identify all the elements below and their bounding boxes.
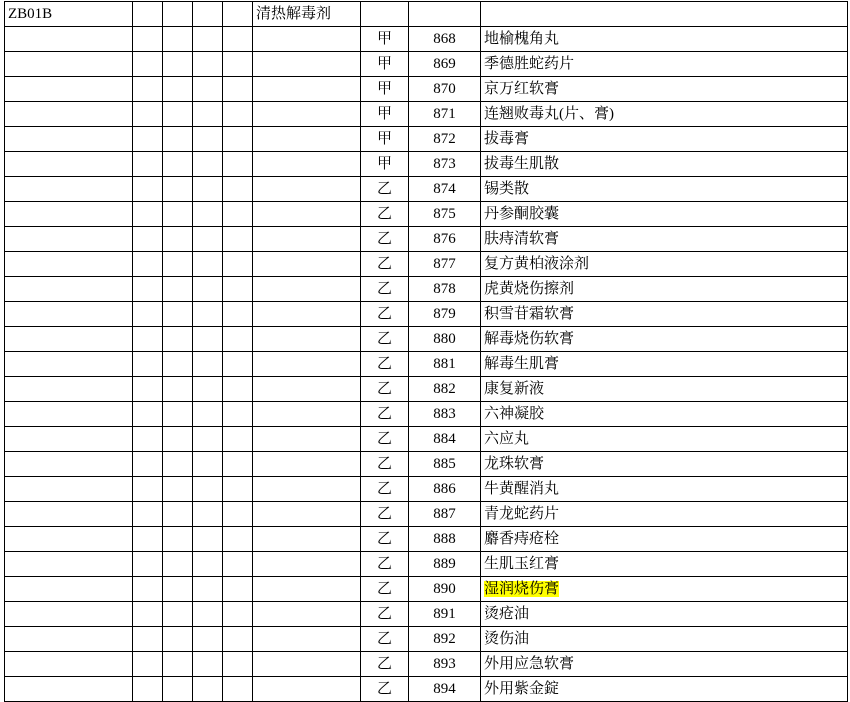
number-cell[interactable]: 888 (409, 527, 481, 552)
category-code-cell[interactable]: ZB01B (5, 2, 133, 27)
drug-name-cell[interactable]: 外用紫金錠 (481, 677, 848, 702)
category-name-cell[interactable] (253, 627, 361, 652)
table-row[interactable] (5, 277, 848, 302)
blank-cell-4[interactable] (193, 452, 223, 477)
blank-cell-1[interactable] (5, 402, 133, 427)
number-cell[interactable]: 891 (409, 602, 481, 627)
blank-cell-2[interactable] (133, 377, 163, 402)
category-name-cell[interactable] (253, 577, 361, 602)
category-name-cell[interactable]: 清热解毒剂 (253, 2, 361, 27)
table-row[interactable] (5, 227, 848, 252)
drug-name-cell[interactable]: 牛黄醒消丸 (481, 477, 848, 502)
blank-cell-4[interactable] (223, 2, 253, 27)
table-row[interactable] (5, 602, 848, 627)
blank-cell-4[interactable] (193, 152, 223, 177)
blank-cell-4[interactable] (193, 202, 223, 227)
number-cell[interactable]: 892 (409, 627, 481, 652)
blank-cell-1[interactable] (5, 27, 133, 52)
drug-name-cell[interactable]: 康复新液 (481, 377, 848, 402)
drug-name-cell[interactable]: 外用应急软膏 (481, 652, 848, 677)
level-cell[interactable]: 乙 (361, 502, 409, 527)
drug-name-cell[interactable]: 烫疮油 (481, 602, 848, 627)
level-cell[interactable]: 乙 (361, 602, 409, 627)
blank-cell-1[interactable] (5, 227, 133, 252)
category-name-cell[interactable] (253, 652, 361, 677)
drug-name-cell[interactable]: 生肌玉红膏 (481, 552, 848, 577)
table-row[interactable] (5, 77, 848, 102)
blank-cell-5[interactable] (223, 377, 253, 402)
blank-cell-4[interactable] (193, 652, 223, 677)
blank-cell-3[interactable] (163, 602, 193, 627)
blank-cell-2[interactable] (133, 52, 163, 77)
blank-cell-5[interactable] (223, 652, 253, 677)
blank-cell-5[interactable] (223, 202, 253, 227)
blank-cell-1[interactable] (5, 152, 133, 177)
blank-cell-2[interactable] (133, 677, 163, 702)
blank-cell-5[interactable] (223, 252, 253, 277)
number-cell[interactable]: 882 (409, 377, 481, 402)
blank-cell-3[interactable] (163, 452, 193, 477)
blank-cell-1[interactable] (5, 77, 133, 102)
blank-cell-1[interactable] (5, 427, 133, 452)
blank-cell-1[interactable] (5, 577, 133, 602)
drug-name-cell[interactable]: 积雪苷霜软膏 (481, 302, 848, 327)
blank-cell-2[interactable] (133, 177, 163, 202)
drug-name-cell[interactable]: 锡类散 (481, 177, 848, 202)
category-name-cell[interactable] (253, 252, 361, 277)
table-row[interactable] (5, 327, 848, 352)
blank-cell-4[interactable] (193, 377, 223, 402)
number-cell[interactable]: 879 (409, 302, 481, 327)
blank-cell-2[interactable] (133, 27, 163, 52)
blank-cell-5[interactable] (223, 302, 253, 327)
table-row[interactable] (5, 302, 848, 327)
level-cell[interactable]: 乙 (361, 377, 409, 402)
level-cell[interactable]: 甲 (361, 127, 409, 152)
blank-cell-1[interactable] (5, 452, 133, 477)
table-body (5, 2, 848, 702)
number-cell[interactable]: 887 (409, 502, 481, 527)
blank-cell-1[interactable] (5, 602, 133, 627)
blank-cell-3[interactable] (163, 502, 193, 527)
blank-cell-5[interactable] (223, 477, 253, 502)
blank-cell-5[interactable] (223, 152, 253, 177)
blank-cell-5[interactable] (223, 102, 253, 127)
category-name-cell[interactable] (253, 452, 361, 477)
drug-name-cell[interactable]: 解毒烧伤软膏 (481, 327, 848, 352)
category-name-cell[interactable] (253, 527, 361, 552)
blank-cell-3[interactable] (163, 202, 193, 227)
blank-cell-4[interactable] (193, 677, 223, 702)
blank-cell-1[interactable] (5, 252, 133, 277)
blank-cell-2[interactable] (163, 2, 193, 27)
table-row[interactable] (5, 27, 848, 52)
level-cell[interactable]: 乙 (361, 202, 409, 227)
blank-cell-2[interactable] (133, 327, 163, 352)
drug-name-cell[interactable]: 复方黄柏液涂剂 (481, 252, 848, 277)
category-name-cell[interactable] (253, 677, 361, 702)
blank-cell-3[interactable] (163, 527, 193, 552)
blank-cell-2[interactable] (133, 402, 163, 427)
level-cell[interactable]: 乙 (361, 627, 409, 652)
blank-cell-5[interactable] (223, 677, 253, 702)
blank-cell-2[interactable] (133, 527, 163, 552)
blank-cell-2[interactable] (133, 127, 163, 152)
level-cell[interactable]: 乙 (361, 677, 409, 702)
drug-name-cell[interactable]: 龙珠软膏 (481, 452, 848, 477)
drug-name-cell[interactable] (481, 2, 848, 27)
blank-cell-3[interactable] (163, 677, 193, 702)
level-cell[interactable]: 乙 (361, 302, 409, 327)
table-row[interactable] (5, 677, 848, 702)
table-row[interactable] (5, 377, 848, 402)
blank-cell-5[interactable] (223, 452, 253, 477)
blank-cell-1[interactable] (5, 277, 133, 302)
category-name-cell[interactable] (253, 427, 361, 452)
table-row[interactable] (5, 152, 848, 177)
blank-cell-1[interactable] (5, 627, 133, 652)
blank-cell-1[interactable] (5, 502, 133, 527)
table-row[interactable] (5, 577, 848, 602)
highlighted-drug-name: 湿润烧伤膏 (484, 581, 560, 597)
table-row[interactable] (5, 627, 848, 652)
blank-cell-5[interactable] (223, 277, 253, 302)
table-row[interactable] (5, 127, 848, 152)
blank-cell-5[interactable] (223, 552, 253, 577)
category-name-cell[interactable] (253, 27, 361, 52)
level-cell[interactable]: 乙 (361, 252, 409, 277)
blank-cell-1[interactable] (5, 327, 133, 352)
blank-cell-3[interactable] (163, 627, 193, 652)
table-row[interactable] (5, 477, 848, 502)
table-row[interactable] (5, 502, 848, 527)
category-name-cell[interactable] (253, 502, 361, 527)
table-row[interactable] (5, 552, 848, 577)
number-cell[interactable]: 889 (409, 552, 481, 577)
number-cell[interactable]: 883 (409, 402, 481, 427)
blank-cell-4[interactable] (193, 427, 223, 452)
blank-cell-2[interactable] (133, 252, 163, 277)
blank-cell-3[interactable] (163, 127, 193, 152)
number-cell[interactable]: 878 (409, 277, 481, 302)
blank-cell-1[interactable] (5, 552, 133, 577)
blank-cell-3[interactable] (163, 227, 193, 252)
blank-cell-5[interactable] (223, 77, 253, 102)
level-cell[interactable]: 甲 (361, 102, 409, 127)
level-cell[interactable]: 乙 (361, 277, 409, 302)
drug-name-cell[interactable]: 地榆槐角丸 (481, 27, 848, 52)
level-cell[interactable]: 乙 (361, 527, 409, 552)
blank-cell-5[interactable] (223, 577, 253, 602)
blank-cell-5[interactable] (223, 402, 253, 427)
blank-cell-3[interactable] (163, 77, 193, 102)
blank-cell-5[interactable] (223, 27, 253, 52)
category-name-cell[interactable] (253, 302, 361, 327)
blank-cell-3[interactable] (163, 277, 193, 302)
drug-name-cell[interactable]: 肤痔清软膏 (481, 227, 848, 252)
blank-cell-4[interactable] (193, 602, 223, 627)
drug-catalog-table (4, 1, 848, 702)
number-cell[interactable]: 868 (409, 27, 481, 52)
drug-name-cell[interactable]: 季德胜蛇药片 (481, 52, 848, 77)
number-cell[interactable]: 885 (409, 452, 481, 477)
category-name-cell[interactable] (253, 352, 361, 377)
table-row[interactable] (5, 352, 848, 377)
level-cell[interactable]: 乙 (361, 577, 409, 602)
blank-cell-4[interactable] (193, 177, 223, 202)
number-cell[interactable]: 870 (409, 77, 481, 102)
blank-cell-5[interactable] (223, 427, 253, 452)
category-name-cell[interactable] (253, 227, 361, 252)
blank-cell-4[interactable] (193, 227, 223, 252)
blank-cell-3[interactable] (163, 302, 193, 327)
blank-cell-1[interactable] (5, 127, 133, 152)
blank-cell-4[interactable] (193, 52, 223, 77)
drug-name-cell[interactable]: 拔毒生肌散 (481, 152, 848, 177)
blank-cell-2[interactable] (133, 652, 163, 677)
number-cell[interactable]: 872 (409, 127, 481, 152)
blank-cell-1[interactable] (5, 377, 133, 402)
blank-cell-1[interactable] (5, 477, 133, 502)
blank-cell-3[interactable] (163, 402, 193, 427)
number-cell[interactable]: 871 (409, 102, 481, 127)
blank-cell-4[interactable] (193, 77, 223, 102)
category-name-cell[interactable] (253, 552, 361, 577)
level-cell[interactable]: 乙 (361, 552, 409, 577)
category-name-cell[interactable] (253, 152, 361, 177)
blank-cell-1[interactable] (5, 652, 133, 677)
drug-name-cell[interactable]: 虎黄烧伤擦剂 (481, 277, 848, 302)
blank-cell-5[interactable] (223, 527, 253, 552)
blank-cell-3[interactable] (163, 377, 193, 402)
table-row[interactable] (5, 177, 848, 202)
blank-cell-4[interactable] (193, 527, 223, 552)
level-cell[interactable]: 乙 (361, 427, 409, 452)
drug-name-cell[interactable]: 拔毒膏 (481, 127, 848, 152)
blank-cell-2[interactable] (133, 227, 163, 252)
blank-cell-4[interactable] (193, 277, 223, 302)
level-cell[interactable]: 乙 (361, 327, 409, 352)
category-name-cell[interactable] (253, 327, 361, 352)
category-name-cell[interactable] (253, 52, 361, 77)
blank-cell-2[interactable] (133, 502, 163, 527)
drug-name-cell[interactable]: 连翘败毒丸(片、膏) (481, 102, 848, 127)
blank-cell-1[interactable] (5, 177, 133, 202)
blank-cell-1[interactable] (5, 352, 133, 377)
drug-name-cell[interactable]: 青龙蛇药片 (481, 502, 848, 527)
category-name-cell[interactable] (253, 102, 361, 127)
number-cell[interactable]: 873 (409, 152, 481, 177)
blank-cell-2[interactable] (133, 202, 163, 227)
drug-name-cell[interactable]: 烫伤油 (481, 627, 848, 652)
level-cell[interactable]: 甲 (361, 152, 409, 177)
level-cell[interactable]: 甲 (361, 77, 409, 102)
blank-cell-5[interactable] (223, 327, 253, 352)
blank-cell-5[interactable] (223, 177, 253, 202)
table-row[interactable] (5, 527, 848, 552)
blank-cell-4[interactable] (193, 477, 223, 502)
number-cell[interactable]: 880 (409, 327, 481, 352)
blank-cell-1[interactable] (5, 677, 133, 702)
level-cell[interactable]: 乙 (361, 477, 409, 502)
blank-cell-2[interactable] (133, 102, 163, 127)
blank-cell-3[interactable] (193, 2, 223, 27)
blank-cell-1[interactable] (5, 527, 133, 552)
blank-cell-4[interactable] (193, 577, 223, 602)
blank-cell-3[interactable] (163, 102, 193, 127)
blank-cell-5[interactable] (223, 627, 253, 652)
level-cell[interactable]: 乙 (361, 652, 409, 677)
level-cell[interactable] (361, 2, 409, 27)
blank-cell-4[interactable] (193, 352, 223, 377)
number-cell[interactable]: 876 (409, 227, 481, 252)
blank-cell-4[interactable] (193, 327, 223, 352)
blank-cell-5[interactable] (223, 52, 253, 77)
table-row[interactable] (5, 202, 848, 227)
blank-cell-4[interactable] (193, 502, 223, 527)
blank-cell-1[interactable] (5, 202, 133, 227)
blank-cell-4[interactable] (193, 127, 223, 152)
blank-cell-1[interactable] (5, 302, 133, 327)
drug-name-cell[interactable]: 六神凝胶 (481, 402, 848, 427)
blank-cell-5[interactable] (223, 502, 253, 527)
drug-name-cell[interactable]: 麝香痔疮栓 (481, 527, 848, 552)
drug-name-cell[interactable]: 丹参酮胶囊 (481, 202, 848, 227)
drug-name-cell[interactable]: 京万红软膏 (481, 77, 848, 102)
blank-cell-3[interactable] (163, 327, 193, 352)
number-cell[interactable]: 884 (409, 427, 481, 452)
table-row[interactable] (5, 252, 848, 277)
table-row[interactable] (5, 402, 848, 427)
category-name-cell[interactable] (253, 177, 361, 202)
number-cell[interactable]: 869 (409, 52, 481, 77)
blank-cell-5[interactable] (223, 227, 253, 252)
blank-cell-3[interactable] (163, 427, 193, 452)
table-row[interactable] (5, 427, 848, 452)
number-cell[interactable] (409, 2, 481, 27)
category-name-cell[interactable] (253, 277, 361, 302)
number-cell[interactable]: 874 (409, 177, 481, 202)
number-cell[interactable]: 890 (409, 577, 481, 602)
table-row[interactable] (5, 452, 848, 477)
blank-cell-4[interactable] (193, 27, 223, 52)
category-name-cell[interactable] (253, 602, 361, 627)
blank-cell-3[interactable] (163, 577, 193, 602)
blank-cell-5[interactable] (223, 127, 253, 152)
category-name-cell[interactable] (253, 377, 361, 402)
blank-cell-3[interactable] (163, 52, 193, 77)
level-cell[interactable]: 甲 (361, 52, 409, 77)
category-name-cell[interactable] (253, 402, 361, 427)
drug-name-cell[interactable]: 解毒生肌膏 (481, 352, 848, 377)
number-cell[interactable]: 886 (409, 477, 481, 502)
number-cell[interactable]: 875 (409, 202, 481, 227)
blank-cell-3[interactable] (163, 477, 193, 502)
level-cell[interactable]: 甲 (361, 27, 409, 52)
blank-cell-2[interactable] (133, 602, 163, 627)
blank-cell-4[interactable] (193, 627, 223, 652)
blank-cell-1[interactable] (133, 2, 163, 27)
table-row[interactable] (5, 102, 848, 127)
blank-cell-3[interactable] (163, 177, 193, 202)
number-cell[interactable]: 877 (409, 252, 481, 277)
drug-name-cell[interactable]: 六应丸 (481, 427, 848, 452)
blank-cell-2[interactable] (133, 477, 163, 502)
number-cell[interactable]: 893 (409, 652, 481, 677)
blank-cell-4[interactable] (193, 402, 223, 427)
number-cell[interactable]: 894 (409, 677, 481, 702)
blank-cell-2[interactable] (133, 627, 163, 652)
blank-cell-3[interactable] (163, 652, 193, 677)
level-cell[interactable]: 乙 (361, 402, 409, 427)
number-cell[interactable]: 881 (409, 352, 481, 377)
blank-cell-3[interactable] (163, 252, 193, 277)
blank-cell-3[interactable] (163, 27, 193, 52)
table-row[interactable] (5, 652, 848, 677)
blank-cell-4[interactable] (193, 102, 223, 127)
blank-cell-2[interactable] (133, 427, 163, 452)
blank-cell-3[interactable] (163, 552, 193, 577)
blank-cell-3[interactable] (163, 352, 193, 377)
category-name-cell[interactable] (253, 77, 361, 102)
table-row-category-header[interactable] (5, 2, 848, 27)
level-cell[interactable]: 乙 (361, 177, 409, 202)
blank-cell-2[interactable] (133, 302, 163, 327)
blank-cell-2[interactable] (133, 552, 163, 577)
category-name-cell[interactable] (253, 127, 361, 152)
blank-cell-4[interactable] (193, 552, 223, 577)
blank-cell-2[interactable] (133, 352, 163, 377)
drug-name-cell[interactable] (481, 577, 848, 602)
category-name-cell[interactable] (253, 477, 361, 502)
level-cell[interactable]: 乙 (361, 352, 409, 377)
blank-cell-2[interactable] (133, 452, 163, 477)
blank-cell-5[interactable] (223, 602, 253, 627)
blank-cell-4[interactable] (193, 302, 223, 327)
blank-cell-2[interactable] (133, 277, 163, 302)
blank-cell-1[interactable] (5, 52, 133, 77)
blank-cell-2[interactable] (133, 577, 163, 602)
level-cell[interactable]: 乙 (361, 452, 409, 477)
level-cell[interactable]: 乙 (361, 227, 409, 252)
blank-cell-1[interactable] (5, 102, 133, 127)
blank-cell-4[interactable] (193, 252, 223, 277)
blank-cell-2[interactable] (133, 77, 163, 102)
blank-cell-5[interactable] (223, 352, 253, 377)
blank-cell-2[interactable] (133, 152, 163, 177)
blank-cell-3[interactable] (163, 152, 193, 177)
category-name-cell[interactable] (253, 202, 361, 227)
table-row[interactable] (5, 52, 848, 77)
